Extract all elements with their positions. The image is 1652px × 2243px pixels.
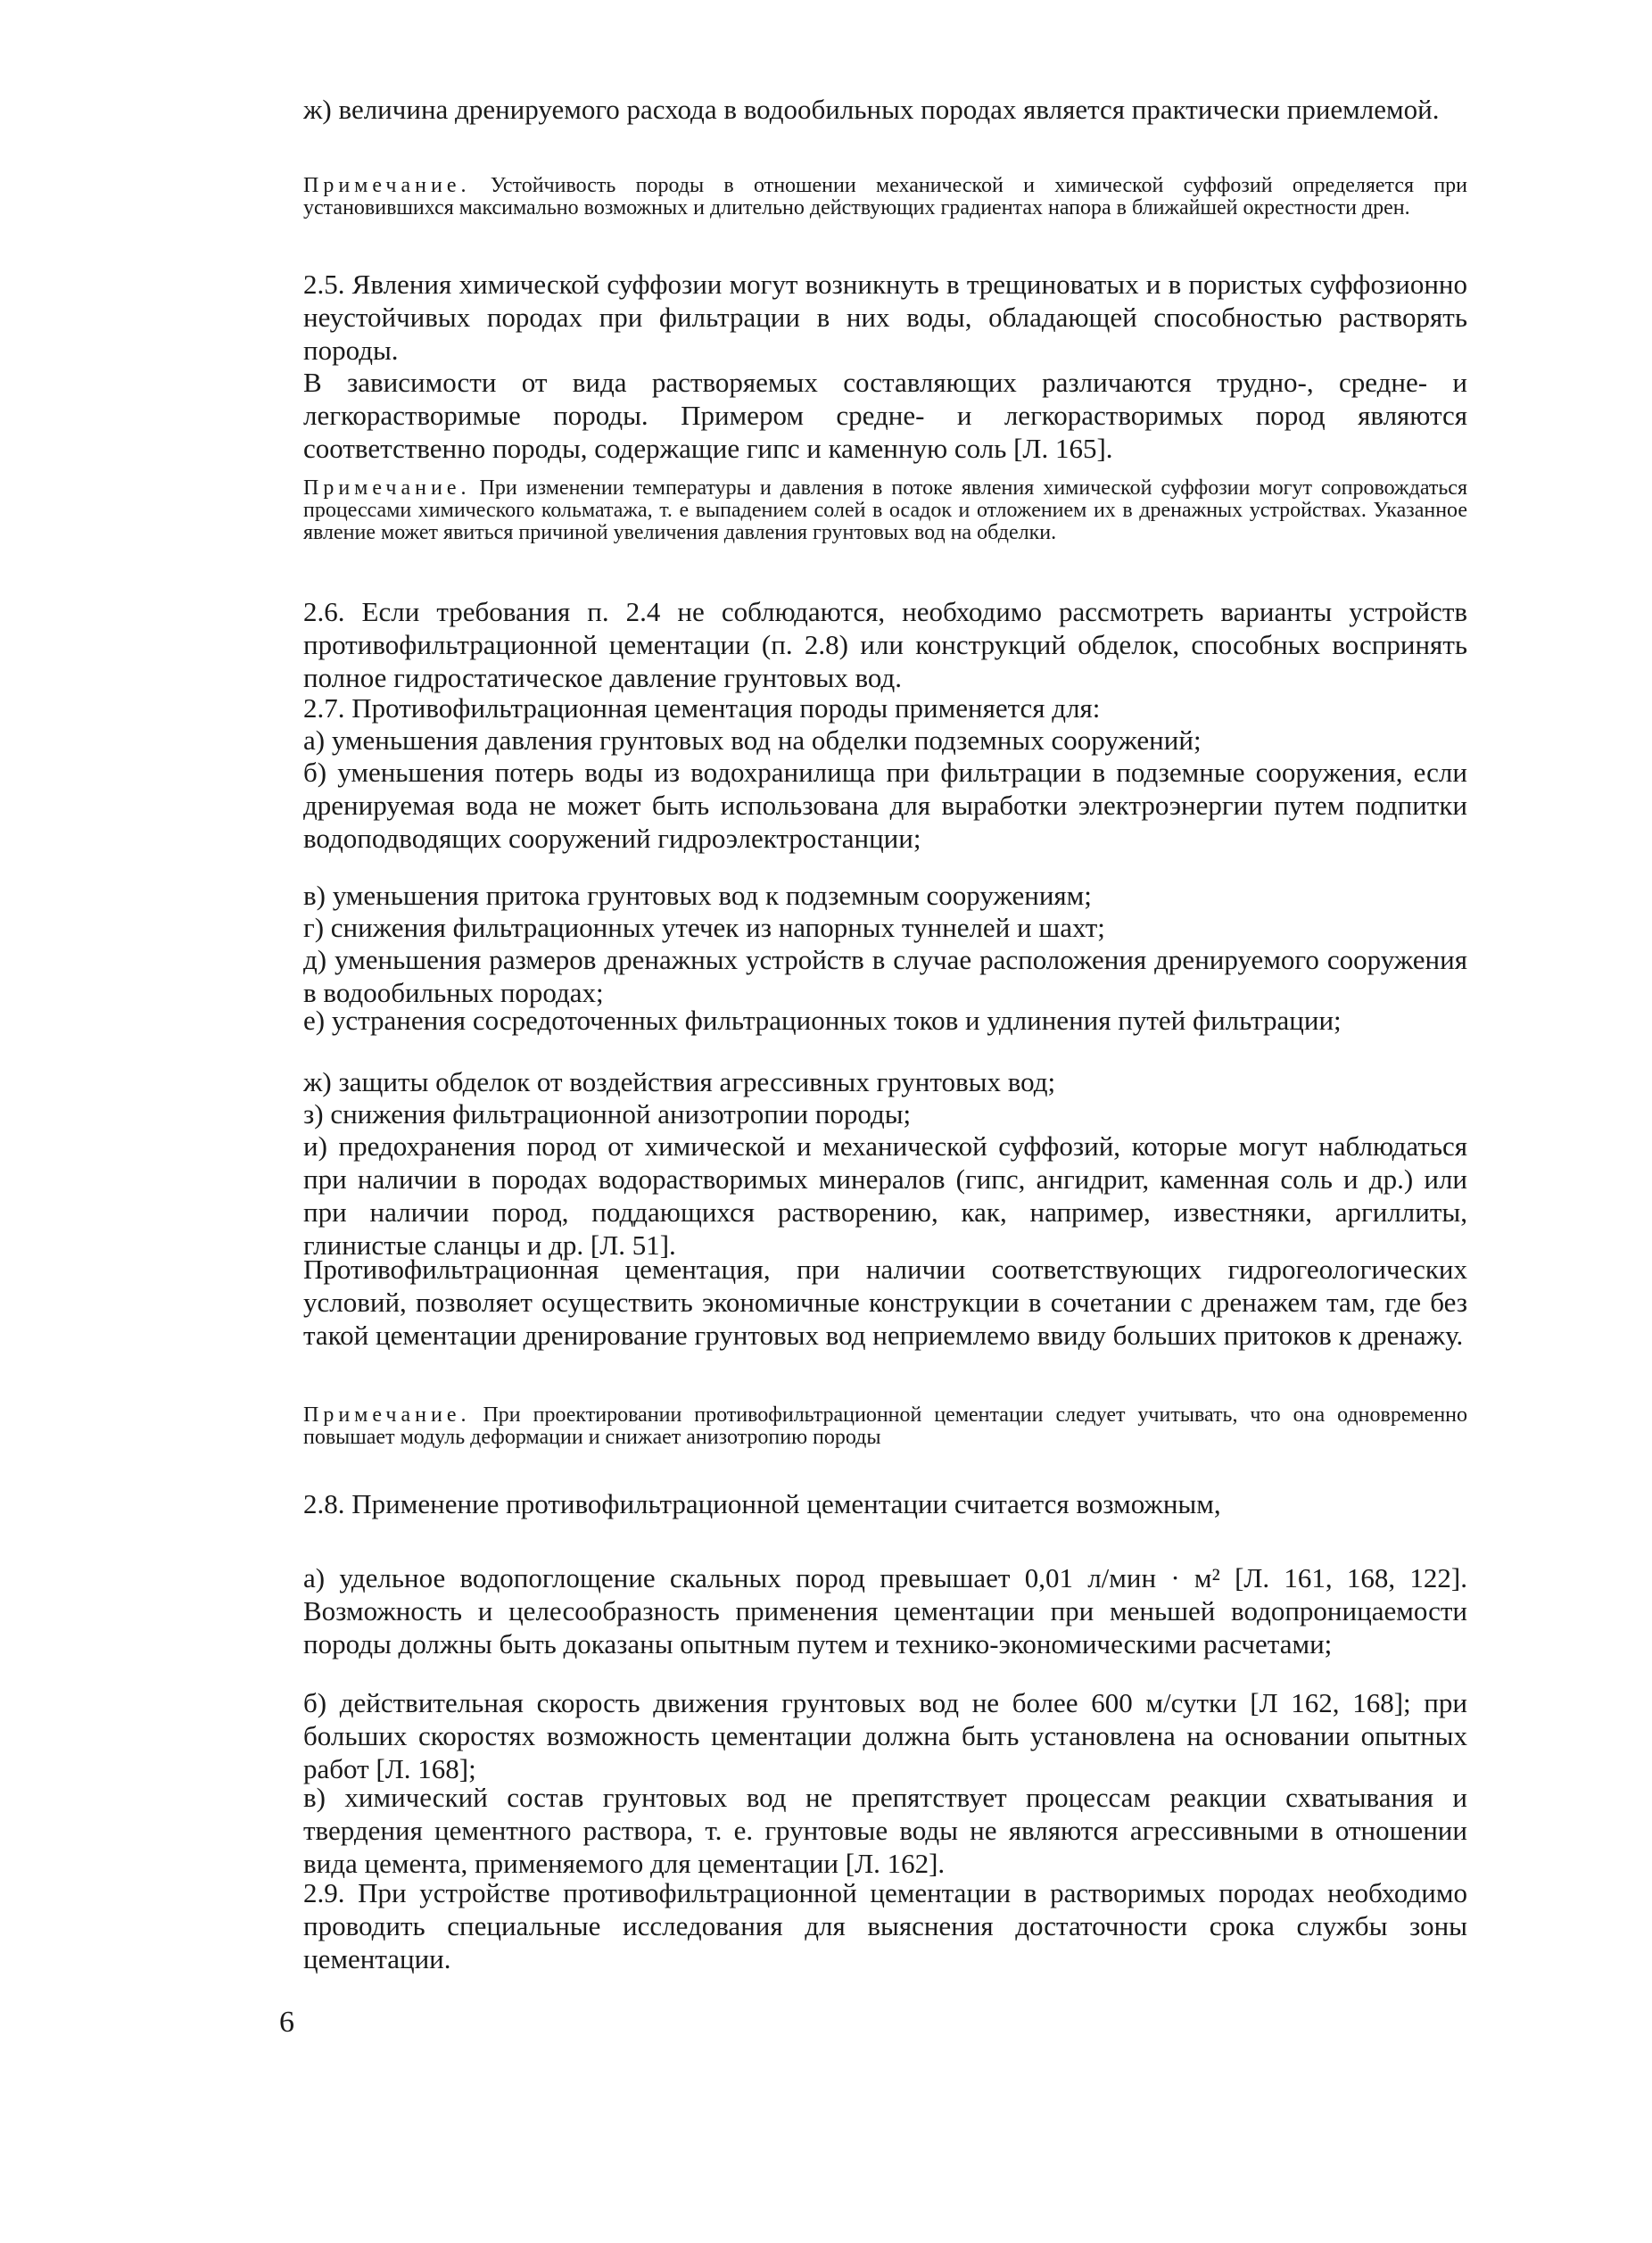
paragraph-p9 <box>303 911 1467 944</box>
paragraph-p11 <box>303 1004 1467 1037</box>
paragraph-p1 <box>303 93 1467 126</box>
paragraph-p20 <box>303 1876 1467 1975</box>
paragraph-text: е) устранения сосредоточенных фильтрационных токов и удлинения путей фильтрации; <box>303 1005 1342 1036</box>
paragraph-text: В зависимости от вида растворяемых составляющих различаются трудно-, средне- и легкорастворимые породы. Примером средне- и легкорастворимых пород являются соответственно породы, содержащие гипс и каменную соль [Л. 165]. <box>303 367 1467 464</box>
paragraph-p15 <box>303 1253 1467 1352</box>
paragraph-p5 <box>303 691 1467 724</box>
paragraph-p6 <box>303 724 1467 757</box>
paragraph-text: а) уменьшения давления грунтовых вод на обделки подземных сооружений; <box>303 724 1202 756</box>
paragraph-text: ж) защиты обделок от воздействия агрессивных грунтовых вод; <box>303 1066 1056 1097</box>
paragraph-text: б) уменьшения потерь воды из водохранилища при фильтрации в подземные сооружения, если дренируемая вода не может быть использована для выработки электроэнергии путем подпитки водоподводящих сооружений гидроэлектростанции; <box>303 757 1467 854</box>
paragraph-p19 <box>303 1781 1467 1880</box>
paragraph-text: 2.9. При устройстве противофильтрационной цементации в растворимых породах необходимо проводить специальные исследования для выяснения достаточности срока службы зоны цементации. <box>303 1877 1467 1974</box>
note-label: Примечание. <box>303 476 471 500</box>
paragraph-text: 2.8. Применение противофильтрационной цементации считается возможным, <box>303 1488 1221 1519</box>
note-label: Примечание. <box>303 1403 471 1427</box>
paragraph-p12 <box>303 1065 1467 1098</box>
page-number: 6 <box>279 2006 294 2039</box>
paragraph-text: 2.7. Противофильтрационная цементация породы применяется для: <box>303 692 1101 724</box>
note-label: Примечание. <box>303 174 471 197</box>
paragraph-p16 <box>303 1487 1467 1520</box>
paragraph-p3 <box>303 366 1467 465</box>
note-3 <box>303 1404 1467 1449</box>
paragraph-text: Противофильтрационная цементация, при наличии соответствующих гидрогеологических условий, позволяет осуществить экономичные конструкции в сочетании с дренажем там, где без такой цементации дренирование грунтовых вод неприемлемо ввиду больших притоков к дренажу. <box>303 1254 1467 1351</box>
paragraph-text: б) действительная скорость движения грунтовых вод не более 600 м/сутки [Л 162, 168]; при больших скоростях возможность цементации должна быть установлена на основании опытных работ [Л. 168]; <box>303 1687 1467 1784</box>
paragraph-text: г) снижения фильтрационных утечек из напорных туннелей и шахт; <box>303 912 1105 943</box>
note-text: Устойчивость породы в отношении механической и химической суффозий определяется при установившихся максимально возможных и длительно действующих градиентах напора в ближайшей окрестности дрен. <box>303 174 1467 219</box>
paragraph-p8 <box>303 879 1467 912</box>
paragraph-p7 <box>303 756 1467 855</box>
note-1 <box>303 175 1467 219</box>
paragraph-text: в) уменьшения притока грунтовых вод к подземным сооружениям; <box>303 880 1092 911</box>
note-text: При изменении температуры и давления в потоке явления химической суффозии могут сопровождаться процессами химического кольматажа, т. е выпадением солей в осадок и отложением их в дренажных устройствах. Указанное явление может явиться причиной увеличения давления грунтовых вод на обделки. <box>303 476 1467 544</box>
paragraph-p17 <box>303 1561 1467 1660</box>
note-text: При проектировании противофильтрационной цементации следует учитывать, что она одновременно повышает модуль деформации и снижает анизотропию породы <box>303 1403 1467 1449</box>
paragraph-p4 <box>303 595 1467 694</box>
paragraph-p10 <box>303 943 1467 1009</box>
paragraph-text: з) снижения фильтрационной анизотропии породы; <box>303 1098 912 1130</box>
paragraph-text: д) уменьшения размеров дренажных устройств в случае расположения дренируемого сооружения в водообильных породах; <box>303 944 1467 1008</box>
paragraph-text: и) предохранения пород от химической и механической суффозий, которые могут наблюдаться при наличии в породах водорастворимых минералов (гипс, ангидрит, каменная соль и др.) или при наличии пород, поддающихся растворению, как, например, известняки, аргиллиты, глинистые сланцы и др. [Л. 51]. <box>303 1130 1467 1261</box>
paragraph-p2 <box>303 268 1467 367</box>
paragraph-p14 <box>303 1130 1467 1262</box>
paragraph-text: 2.6. Если требования п. 2.4 не соблюдаются, необходимо рассмотреть варианты устройств противофильтрационной цементации (п. 2.8) или конструкций обделок, способных воспринять полное гидростатическое давление грунтовых вод. <box>303 596 1467 693</box>
paragraph-text: 2.5. Явления химической суффозии могут возникнуть в трещиноватых и в пористых суффозионно неустойчивых породах при фильтрации в них воды, обладающей способностью растворять породы. <box>303 269 1467 366</box>
paragraph-p13 <box>303 1097 1467 1130</box>
paragraph-p18 <box>303 1686 1467 1785</box>
paragraph-text: ж) величина дренируемого расхода в водообильных породах является практически приемлемой. <box>303 94 1440 125</box>
paragraph-text: а) удельное водопоглощение скальных пород превышает 0,01 л/мин · м² [Л. 161, 168, 122]. Возможность и целесообразность применения цементации при меньшей водопроницаемости породы должны быть доказаны опытным путем и технико-экономическими расчетами; <box>303 1562 1467 1659</box>
note-2 <box>303 477 1467 544</box>
paragraph-text: в) химический состав грунтовых вод не препятствует процессам реакции схватывания и твердения цементного раствора, т. е. грунтовые воды не являются агрессивными в отношении вида цемента, применяемого для цементации [Л. 162]. <box>303 1782 1467 1879</box>
